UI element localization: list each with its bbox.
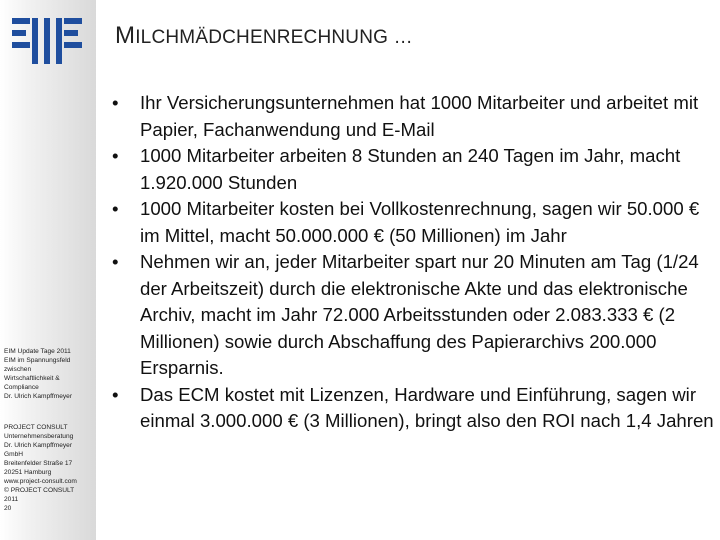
bullet-item xyxy=(112,249,716,382)
sidebar-event-info xyxy=(4,347,96,401)
sidebar-line: EIM Update Tage 2011 xyxy=(4,348,71,355)
bullet-text: Ihr Versicherungsunternehmen hat 1000 Mitarbeiter und arbeitet mit Papier, Fachanwendung und E-Mail xyxy=(140,92,699,140)
sidebar-line: 20251 Hamburg xyxy=(4,469,52,476)
bullet-marker: • xyxy=(112,145,119,166)
bullet-marker: • xyxy=(112,383,119,405)
bullet-item xyxy=(112,90,716,143)
bullet-text: 1000 Mitarbeiter arbeiten 8 Stunden an 240 Tagen im Jahr, macht 1.920.000 Stunden xyxy=(140,145,681,193)
project-consult-logo xyxy=(12,18,82,64)
bullet-item xyxy=(112,196,716,249)
bullet-text: Nehmen wir an, jeder Mitarbeiter spart nur 20 Minuten am Tag (1/24 der Arbeitszeit) durch die elektronische Akte und das elektronische Archiv, macht im Jahr 72.000 Arbeitsstunden oder 2.083.333 € (2 Millionen) sowie durch Abschaffung des Papierarchivs 200.000 Ersparnis. xyxy=(140,251,699,378)
bullet-list xyxy=(112,90,716,435)
title-rest: ILCHMÄDCHENRECHNUNG … xyxy=(135,27,413,48)
bullet-marker: • xyxy=(112,198,119,219)
sidebar-line: 20 xyxy=(4,505,12,512)
page-title xyxy=(115,22,413,50)
bullet-item xyxy=(112,143,716,196)
title-first-letter: M xyxy=(115,22,136,49)
bullet-text: Das ECM kostet mit Lizenzen, Hardware und Einführung, sagen wir einmal 3.000.000 € (3 Millionen), bringt also den ROI nach 1,4 Jahren xyxy=(140,383,714,431)
sidebar-line: Wirtschaftlichkeit & xyxy=(4,375,60,382)
bullet-text: 1000 Mitarbeiter kosten bei Vollkostenrechnung, sagen wir 50.000 € im Mittel, macht 50.000.000 € (50 Millionen) im Jahr xyxy=(140,198,700,246)
sidebar-line: Dr. Ulrich Kampffmeyer xyxy=(4,442,73,449)
sidebar-line: Unternehmensberatung xyxy=(4,433,74,440)
sidebar-company-info xyxy=(4,423,96,513)
sidebar-line: EIM im Spannungsfeld xyxy=(4,357,71,364)
bullet-marker: • xyxy=(112,251,119,272)
sidebar-line: GmbH xyxy=(4,451,24,458)
sidebar-line: 2011 xyxy=(4,496,19,503)
bullet-marker: • xyxy=(112,92,119,113)
sidebar-line: Breitenfelder Straße 17 xyxy=(4,460,73,467)
sidebar-line: PROJECT CONSULT xyxy=(4,424,68,431)
bullet-item xyxy=(112,382,716,435)
sidebar-line: © PROJECT CONSULT xyxy=(4,487,75,494)
sidebar-line: Compliance xyxy=(4,384,39,391)
sidebar-line: zwischen xyxy=(4,366,32,373)
sidebar-line: www.project-consult.com xyxy=(4,478,77,485)
sidebar-line: Dr. Ulrich Kampffmeyer xyxy=(4,393,73,400)
